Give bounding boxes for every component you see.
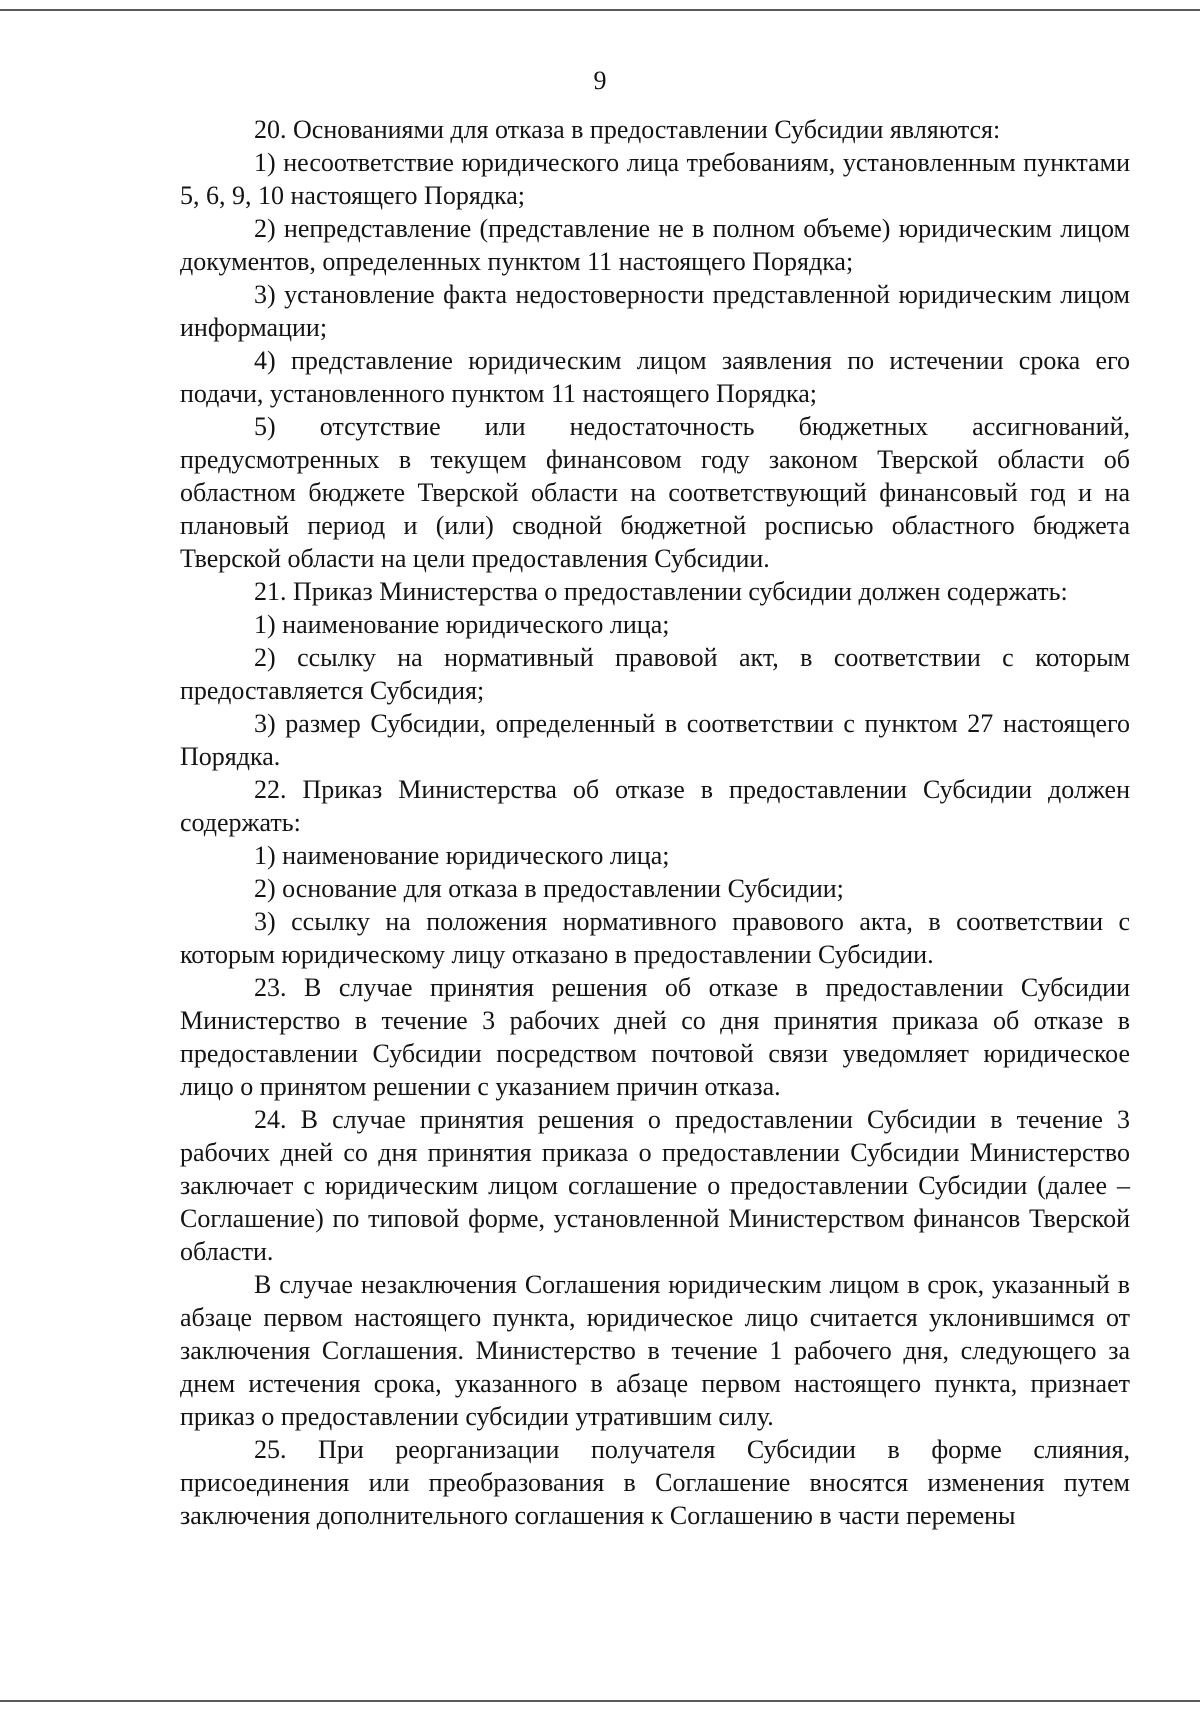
paragraph-22: 22. Приказ Министерства об отказе в предоставлении Субсидии должен содержать:: [180, 775, 1130, 837]
paragraph-20-item-1: 1) несоответствие юридического лица требованиям, установленным пунктами 5, 6, 9, 10 настоящего Порядка;: [180, 148, 1130, 210]
page-number: 9: [593, 66, 607, 95]
paragraph-20: 20. Основаниями для отказа в предоставлении Субсидии являются:: [254, 115, 1001, 144]
paragraph-21-item-3: 3) размер Субсидии, определенный в соответствии с пунктом 27 настоящего Порядка.: [180, 709, 1130, 771]
paragraph-21-item-2: 2) ссылку на нормативный правовой акт, в соответствии с которым предоставляется Субсидия;: [180, 643, 1130, 705]
paragraph-20-item-2: 2) непредставление (представление не в полном объеме) юридическим лицом документов, определенных пунктом 11 настоящего Порядка;: [180, 214, 1130, 276]
scan-edge-top: [0, 9, 1200, 11]
paragraph-24: 24. В случае принятия решения о предоставлении Субсидии в течение 3 рабочих дней со дня принятия приказа о предоставлении Субсидии Министерство заключает с юридическим лицом соглашение о предоставлении Субсидии (далее – Соглашение) по типовой форме, установленной Министерством финансов Тверской области.: [180, 1105, 1130, 1266]
paragraph-25: 25. При реорганизации получателя Субсидии в форме слияния, присоединения или преобразования в Соглашение вносятся изменения путем заключения дополнительного соглашения к Соглашению в части перемены: [180, 1435, 1130, 1530]
paragraph-24-part-2: В случае незаключения Соглашения юридическим лицом в срок, указанный в абзаце первом настоящего пункта, юридическое лицо считается уклонившимся от заключения Соглашения. Министерство в течение 1 рабочего дня, следующего за днем истечения срока, указанного в абзаце первом настоящего пункта, признает приказ о предоставлении субсидии утратившим силу.: [180, 1270, 1130, 1431]
paragraph-20-item-5: 5) отсутствие или недостаточность бюджетных ассигнований, предусмотренных в текущем финансовом году законом Тверской области об областном бюджете Тверской области на соответствующий финансовый год и на плановый период и (или) сводной бюджетной росписью областного бюджета Тверской области на цели предоставления Субсидии.: [180, 412, 1130, 573]
paragraph-21: 21. Приказ Министерства о предоставлении субсидии должен содержать:: [254, 577, 1068, 606]
paragraph-22-item-2: 2) основание для отказа в предоставлении Субсидии;: [254, 874, 844, 903]
paragraph-21-item-1: 1) наименование юридического лица;: [254, 610, 670, 639]
paragraph-22-item-3: 3) ссылку на положения нормативного правового акта, в соответствии с которым юридическому лицу отказано в предоставлении Субсидии.: [180, 907, 1130, 969]
scan-edge-bottom: [0, 1700, 1200, 1702]
document-body: [180, 113, 1130, 1532]
paragraph-22-item-1: 1) наименование юридического лица;: [254, 841, 670, 870]
paragraph-20-item-3: 3) установление факта недостоверности представленной юридическим лицом информации;: [180, 280, 1130, 342]
paragraph-20-item-4: 4) представление юридическим лицом заявления по истечении срока его подачи, установленного пунктом 11 настоящего Порядка;: [180, 346, 1130, 408]
paragraph-23: 23. В случае принятия решения об отказе в предоставлении Субсидии Министерство в течение 3 рабочих дней со дня принятия приказа об отказе в предоставлении Субсидии посредством почтовой связи уведомляет юридическое лицо о принятом решении с указанием причин отказа.: [180, 973, 1130, 1101]
